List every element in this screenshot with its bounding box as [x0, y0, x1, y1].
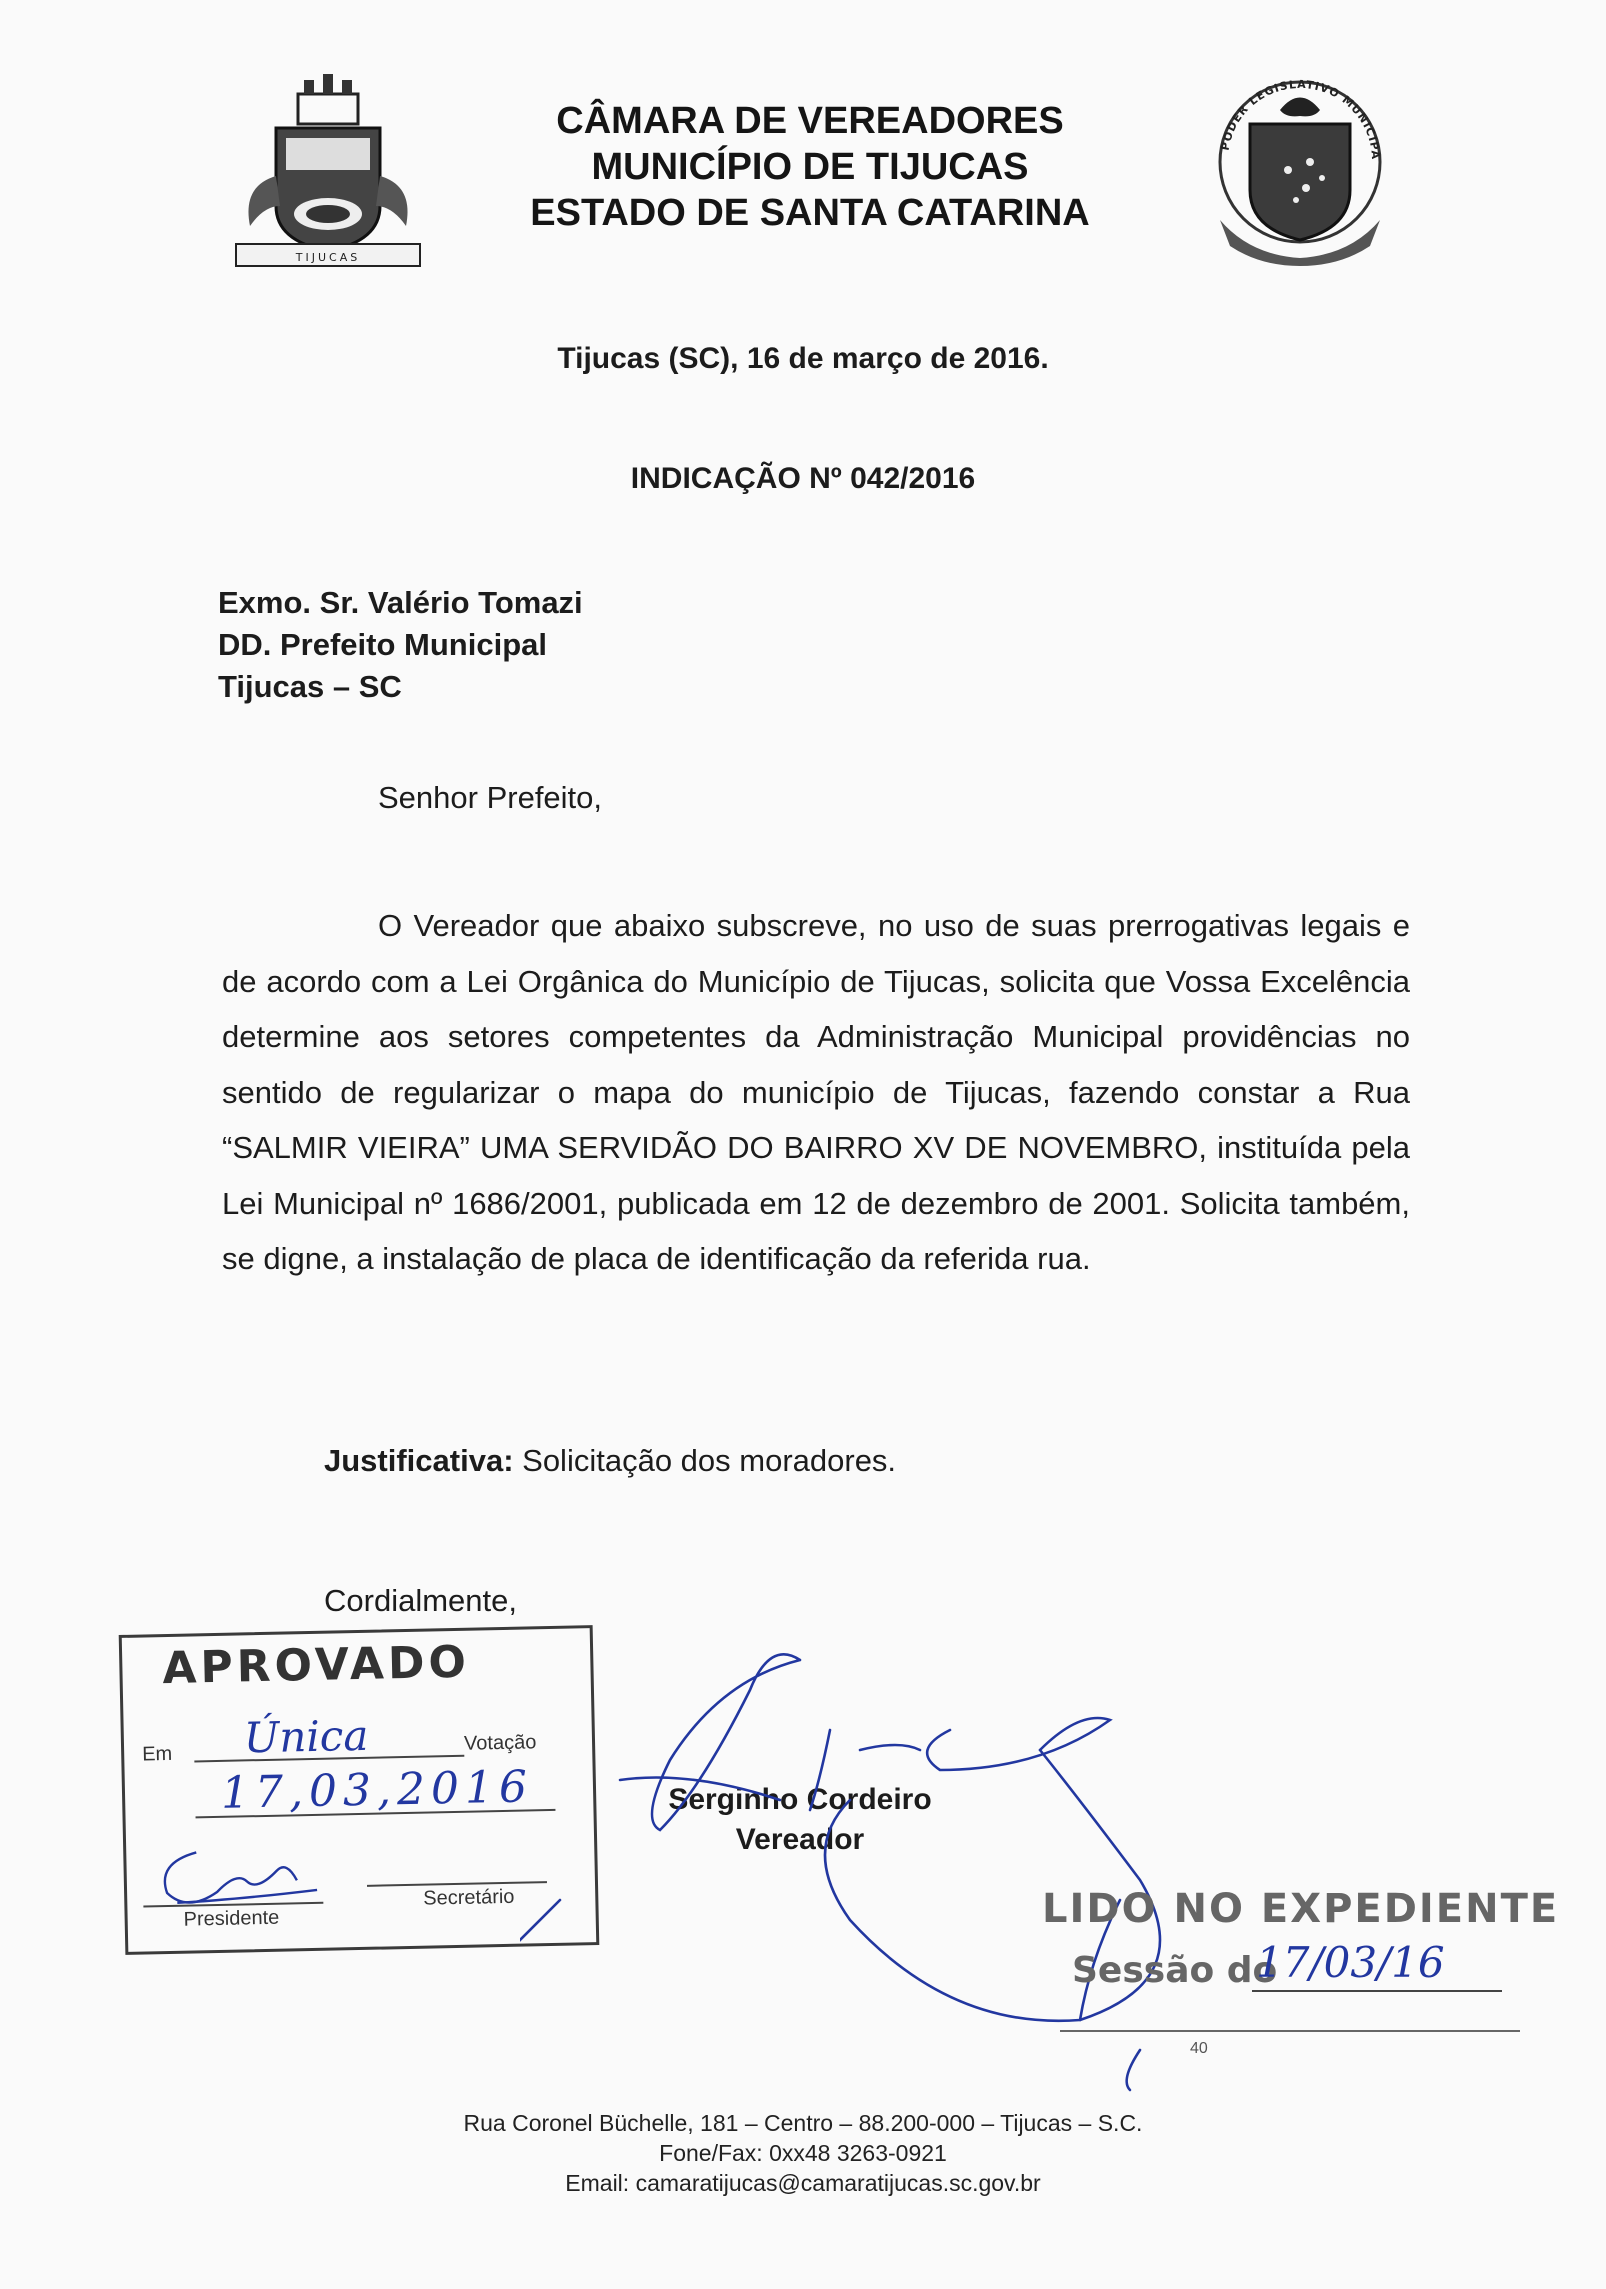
- approval-handwritten-date: 17,03,2016: [220, 1761, 534, 1819]
- recipient-title: DD. Prefeito Municipal: [218, 627, 547, 662]
- read-stamp-title: LIDO NO EXPEDIENTE: [1042, 1886, 1560, 1932]
- approval-stamp-title: APROVADO: [161, 1636, 471, 1695]
- handwritten-signature: [520, 1600, 1280, 2100]
- justification-text: Solicitação dos moradores.: [522, 1443, 897, 1478]
- signer-name: Serginho Cordeiro: [668, 1783, 932, 1816]
- footer-email: Email: camaratijucas@camaratijucas.sc.gov.br: [565, 2170, 1041, 2196]
- president-label: Presidente: [183, 1906, 280, 1931]
- header-line-1: CÂMARA DE VEREADORES: [556, 100, 1064, 142]
- approval-handwritten-voting: Única: [243, 1710, 369, 1763]
- salutation: Senhor Prefeito,: [378, 780, 603, 815]
- footer-address: Rua Coronel Büchelle, 181 – Centro – 88.200-000 – Tijucas – S.C.: [463, 2110, 1143, 2136]
- footer-phone: Fone/Fax: 0xx48 3263-0921: [659, 2140, 947, 2166]
- footer-contact: [0, 2108, 1606, 2198]
- left-emblem-banner: TIJUCAS: [295, 251, 361, 264]
- recipient-block: [218, 582, 583, 708]
- recipient-name: Exmo. Sr. Valério Tomazi: [218, 585, 583, 620]
- right-emblem-ring-text: PODER LEGISLATIVO MUNICIPA: [1218, 77, 1383, 161]
- approval-em-label: Em: [141, 1742, 173, 1766]
- justification-label: Justificativa:: [324, 1443, 514, 1478]
- read-stamp-date-line: [1252, 1990, 1502, 1992]
- document-number: INDICAÇÃO Nº 042/2016: [630, 462, 976, 495]
- approval-stamp: [119, 1625, 600, 1955]
- header-line-3: ESTADO DE SANTA CATARINA: [530, 192, 1090, 234]
- header-line-2: MUNICÍPIO DE TIJUCAS: [591, 146, 1029, 188]
- document-date: Tijucas (SC), 16 de março de 2016.: [557, 342, 1049, 375]
- secretary-label: Secretário: [423, 1885, 515, 1910]
- approval-voting-label: Votação: [463, 1731, 537, 1755]
- president-signature: [156, 1840, 328, 1924]
- read-stamp-handwritten-date: 17/03/16: [1256, 1938, 1445, 1987]
- read-stamp-signature-line: [1060, 2030, 1520, 2032]
- signer-role: Vereador: [735, 1823, 865, 1856]
- body-paragraph: O Vereador que abaixo subscreve, no uso de suas prerrogativas legais e de acordo com a Lei Orgânica do Município de Tijucas, solicita que Vossa Excelência determine aos setores competentes da Administração Municipal providências no sentido de regularizar o mapa do município de Tijucas, fazendo constar a Rua “SALMIR VIEIRA” UMA SERVIDÃO DO BAIRRO XV DE NOVEMBRO, instituída pela Lei Municipal nº 1686/2001, publicada em 12 de dezembro de 2001. Solicita também, se digne, a instalação de placa de identificação da referida rua.: [222, 908, 1410, 1276]
- read-stamp-page-mark: 40: [1190, 2040, 1208, 2057]
- recipient-place: Tijucas – SC: [218, 669, 402, 704]
- justification: [324, 1443, 896, 1479]
- body-paragraph-block: [222, 898, 1410, 1287]
- institution-header: [380, 98, 1240, 236]
- closing: Cordialmente,: [324, 1583, 517, 1618]
- read-stamp-session-label: Sessão do: [1072, 1950, 1278, 1991]
